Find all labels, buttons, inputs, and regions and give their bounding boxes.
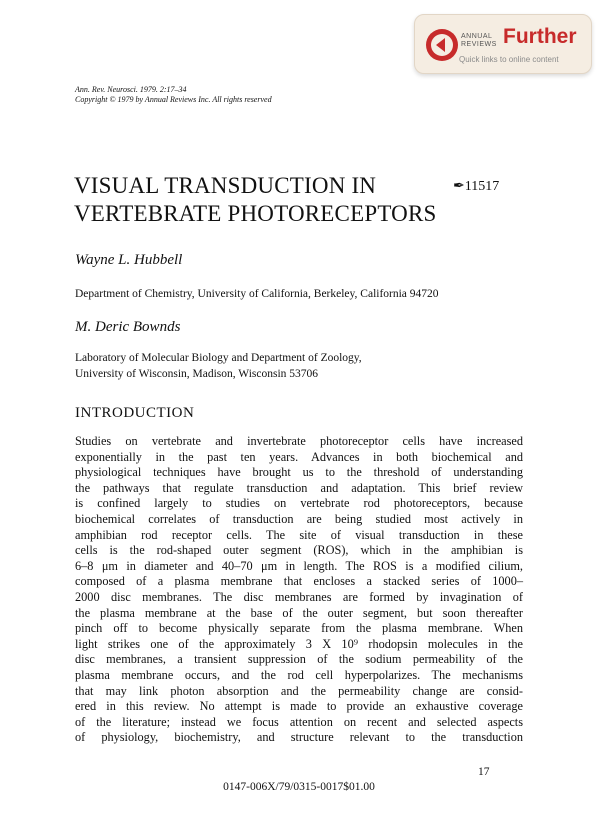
article-id: ✒11517	[453, 179, 500, 194]
further-tagline: Quick links to online content	[459, 55, 559, 64]
body-line: of the literature; instead we focus attention on recent and selected aspects	[75, 714, 523, 729]
section-heading: INTRODUCTION	[75, 405, 195, 421]
affiliation-line: Department of Chemistry, University of California, Berkeley, California 94720	[75, 288, 439, 300]
body-line: amphibian rod receptor cells. The site of visual transduction in these	[75, 527, 523, 542]
body-paragraph	[75, 434, 523, 746]
title-line-1: VISUAL TRANSDUCTION IN	[74, 173, 377, 198]
citation-line-2: Copyright © 1979 by Annual Reviews Inc. All rights reserved	[75, 95, 272, 104]
body-line: biochemical correlates of transduction are being studied most actively in	[75, 511, 523, 526]
further-title: Further	[503, 25, 577, 48]
body-line: plasma membrane occurs, and the rod cell hyperpolarizes. The mechanisms	[75, 667, 523, 682]
body-line: cells is the rod-shaped outer segment (ROS), which in the amphibian is	[75, 543, 523, 558]
article-title	[74, 172, 437, 228]
body-line: Studies on vertebrate and invertebrate photoreceptor cells have increased	[75, 434, 523, 448]
body-line: physiological techniques have brought us to the threshold of understanding	[75, 465, 523, 480]
author-affiliation	[75, 350, 362, 382]
body-line: of physiology, biochemistry, and structure relevant to the transduction	[75, 730, 523, 745]
annual-reviews-brand	[461, 33, 497, 49]
journal-citation	[75, 85, 272, 105]
body-line: light strikes one of the approximately 3 X 10⁹ rhodopsin molecules in the	[75, 636, 523, 651]
body-line: pinch off to become physically separate from the plasma membrane. When	[75, 621, 523, 636]
footer-code: 0147-006X/79/0315-0017$01.00	[223, 781, 375, 793]
title-line-2: VERTEBRATE PHOTORECEPTORS	[74, 201, 437, 226]
author-name: Wayne L. Hubbell	[75, 252, 183, 268]
author-affiliation	[75, 286, 439, 302]
brand-line-2: REVIEWS	[461, 41, 497, 48]
brand-line-1: ANNUAL	[461, 33, 493, 40]
body-line: is confined largely to studies on vertebrate rod photoreceptors, because	[75, 496, 523, 511]
annual-reviews-further-banner[interactable]	[414, 14, 592, 74]
affiliation-line: Laboratory of Molecular Biology and Department of Zoology,	[75, 352, 362, 364]
body-line: the plasma membrane at the base of the outer segment, but soon thereafter	[75, 605, 523, 620]
body-line: 6–8 μm in diameter and 40–70 μm in length. The ROS is a modified cilium,	[75, 558, 523, 573]
body-line: 2000 disc membranes. The disc membranes are formed by invagination of	[75, 589, 523, 604]
citation-line-1: Ann. Rev. Neurosci. 1979. 2:17–34	[75, 85, 187, 94]
body-line: exponentially in the past ten years. Advances in both biochemical and	[75, 449, 523, 464]
body-line: disc membranes, a transient suppression of the sodium permeability of the	[75, 652, 523, 667]
affiliation-line: University of Wisconsin, Madison, Wisconsin 53706	[75, 368, 319, 380]
annual-reviews-logo-icon	[425, 28, 459, 62]
author-name: M. Deric Bownds	[75, 319, 181, 335]
body-line: ered in this review. No attempt is made to provide an exhaustive coverage	[75, 699, 523, 714]
body-line: composed of a plasma membrane that encloses a stacked series of 1000–	[75, 574, 523, 589]
body-line: the pathways that regulate transduction and adaptation. This brief review	[75, 480, 523, 495]
page-number: 17	[478, 766, 490, 778]
body-line: that may link photon absorption and the permeability change are consid-	[75, 683, 523, 698]
